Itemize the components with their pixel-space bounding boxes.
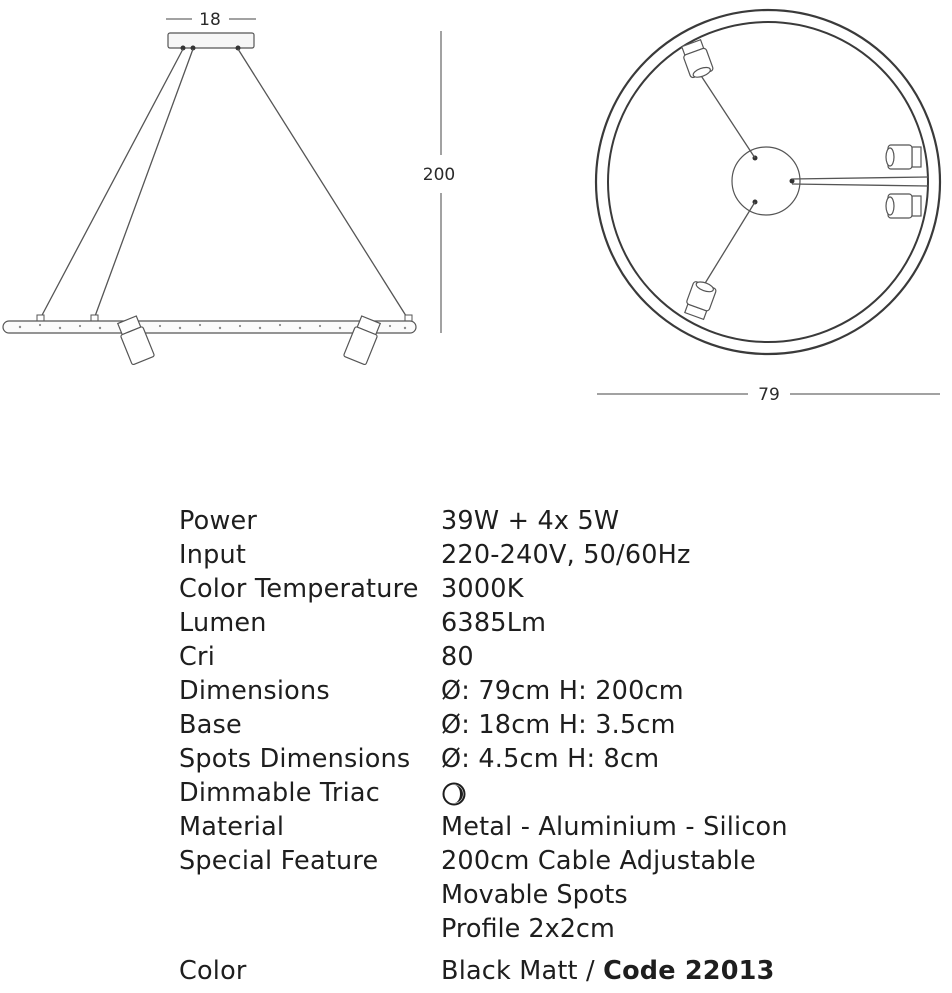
spec-row-spots-dimensions [179,742,919,776]
spec-value: Metal - Aluminium - Silicon [441,812,788,842]
spec-label: Power [179,506,258,536]
diameter-dimension [597,385,940,405]
spec-label: Input [179,540,247,570]
spec-label: Dimensions [179,676,330,706]
spec-label: Lumen [179,608,267,638]
spec-label: Special Feature [179,846,379,876]
suspension-cables [40,49,408,319]
spec-row-dimmable-triac [179,776,919,810]
spec-row-input [179,538,919,572]
spec-row-material [179,810,919,844]
spec-value: 200cm Cable Adjustable [441,846,756,876]
spec-row-color-temperature [179,572,919,606]
spec-value: 6385Lm [441,608,547,638]
spec-value: Ø: 79cm H: 200cm [441,676,684,706]
base-width-dimension [166,10,256,30]
top-spot-4 [886,194,921,218]
product-code: Code 22013 [603,956,775,986]
spec-row-dimensions [179,674,919,708]
dimmable-icon [441,781,467,807]
color-separator: / [586,956,595,986]
spec-value: Movable Spots [441,880,628,910]
top-spot-1 [680,39,715,80]
spec-label: Color [179,956,247,986]
spec-value: Ø: 18cm H: 3.5cm [441,710,676,740]
spec-value [441,776,467,810]
spec-label: Cri [179,642,215,672]
diameter-label: 79 [758,385,780,405]
spec-value: Ø: 4.5cm H: 8cm [441,744,660,774]
spec-value [441,954,775,988]
ceiling-base [168,33,254,48]
spec-row-power [179,504,919,538]
spec-row-lumen [179,606,919,640]
spec-label: Color Temperature [179,574,419,604]
spec-value: Profile 2x2cm [441,914,615,944]
top-spot-3 [886,145,921,169]
side-view [3,10,455,365]
top-spot-2 [683,279,718,320]
technical-drawing [0,0,952,430]
color-value: Black Matt [441,956,578,986]
spec-row-special-feature-cont [179,878,919,912]
spec-row-cri [179,640,919,674]
top-view [596,10,940,405]
height-label: 200 [422,165,456,185]
spec-row-special-feature [179,844,919,878]
spec-table [179,504,919,988]
spec-label: Spots Dimensions [179,744,411,774]
spec-row-special-feature-cont [179,912,919,946]
spec-label: Dimmable Triac [179,778,380,808]
spec-value: 220-240V, 50/60Hz [441,540,691,570]
base-width-label: 18 [199,10,221,30]
spec-value: 80 [441,642,474,672]
spec-row-color [179,954,919,988]
height-dimension [423,31,455,333]
spec-value: 39W + 4x 5W [441,506,620,536]
spec-value: 3000K [441,574,524,604]
spec-label: Base [179,710,242,740]
spec-row-base [179,708,919,742]
spec-label: Material [179,812,285,842]
